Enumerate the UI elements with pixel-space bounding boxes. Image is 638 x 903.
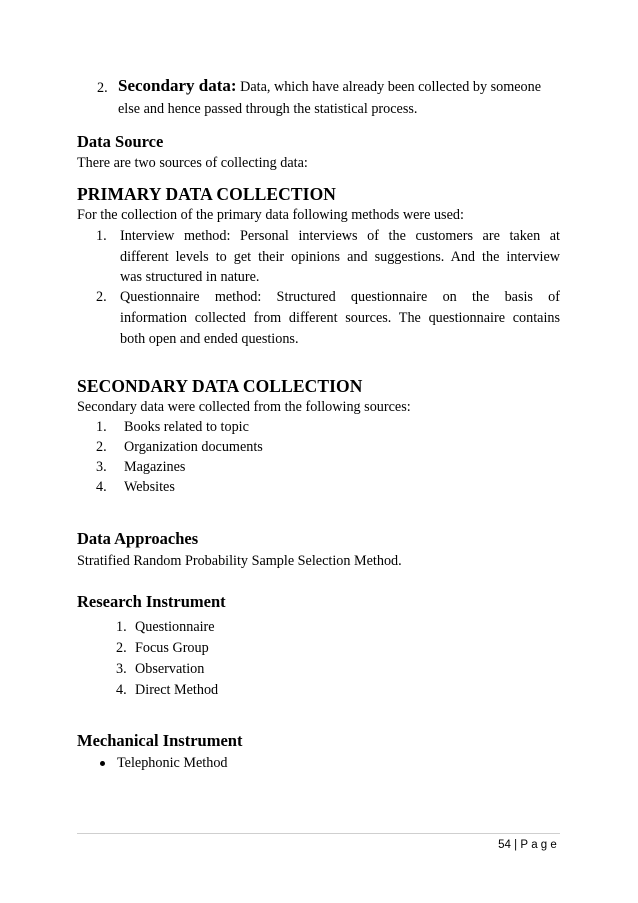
page-number: 54 <box>498 839 511 851</box>
research-item-3-number: 3. <box>116 661 127 677</box>
research-heading: Research Instrument <box>77 592 226 611</box>
research-list <box>116 617 416 705</box>
secondary-list <box>96 417 396 501</box>
intro-item-line-1 <box>118 76 541 97</box>
research-item-2-label: Focus Group <box>135 640 209 656</box>
mechanical-item-1-label: Telephonic Method <box>117 755 228 771</box>
page-word: Page <box>520 839 560 851</box>
secondary-heading: SECONDARY DATA COLLECTION <box>77 376 363 396</box>
primary-item-1-line-2: different levels to get their opinions and suggestions. And the interview <box>120 249 560 265</box>
primary-heading: PRIMARY DATA COLLECTION <box>77 184 337 204</box>
intro-term: Secondary data: <box>118 76 237 95</box>
mechanical-heading: Mechanical Instrument <box>77 731 243 750</box>
primary-item-2-number: 2. <box>96 289 107 305</box>
primary-item-1-line-3: was structured in nature. <box>120 269 260 285</box>
data-source-text: There are two sources of collecting data: <box>77 155 308 171</box>
secondary-item-3-label: Magazines <box>124 459 186 475</box>
primary-item-2-line-3: both open and ended questions. <box>120 331 299 347</box>
secondary-item-3-number: 3. <box>96 459 107 475</box>
secondary-item-1-number: 1. <box>96 419 107 435</box>
data-source-heading: Data Source <box>77 132 164 151</box>
bullet-icon <box>100 761 105 766</box>
intro-item-number: 2. <box>97 80 108 96</box>
approaches-heading: Data Approaches <box>77 529 199 548</box>
primary-item-2-line-2: information collected from different sources. The questionnaire contains <box>120 310 560 326</box>
mechanical-list <box>98 753 398 775</box>
footer-divider <box>77 833 560 834</box>
research-item-4-number: 4. <box>116 682 127 698</box>
intro-item-line-2: else and hence passed through the statistical process. <box>118 101 418 117</box>
primary-item-2-line-1: Questionnaire method: Structured questionnaire on the basis of <box>120 289 560 305</box>
intro-definition: Data, which have already been collected by someone <box>240 79 542 95</box>
approaches-text: Stratified Random Probability Sample Selection Method. <box>77 553 402 569</box>
research-item-1-number: 1. <box>116 619 127 635</box>
secondary-item-2-number: 2. <box>96 439 107 455</box>
research-item-2-number: 2. <box>116 640 127 656</box>
page-footer <box>480 838 560 852</box>
research-item-3-label: Observation <box>135 661 205 677</box>
footer-separator: | <box>514 839 518 851</box>
research-item-1-label: Questionnaire <box>135 619 215 635</box>
primary-item-1-number: 1. <box>96 228 107 244</box>
research-item-4-label: Direct Method <box>135 682 219 698</box>
primary-item-1-line-1: Interview method: Personal interviews of the customers are taken at <box>120 228 560 244</box>
secondary-item-2-label: Organization documents <box>124 439 263 455</box>
primary-intro: For the collection of the primary data following methods were used: <box>77 207 464 223</box>
secondary-item-1-label: Books related to topic <box>124 419 249 435</box>
secondary-item-4-label: Websites <box>124 479 175 495</box>
secondary-item-4-number: 4. <box>96 479 107 495</box>
secondary-intro: Secondary data were collected from the following sources: <box>77 399 411 415</box>
